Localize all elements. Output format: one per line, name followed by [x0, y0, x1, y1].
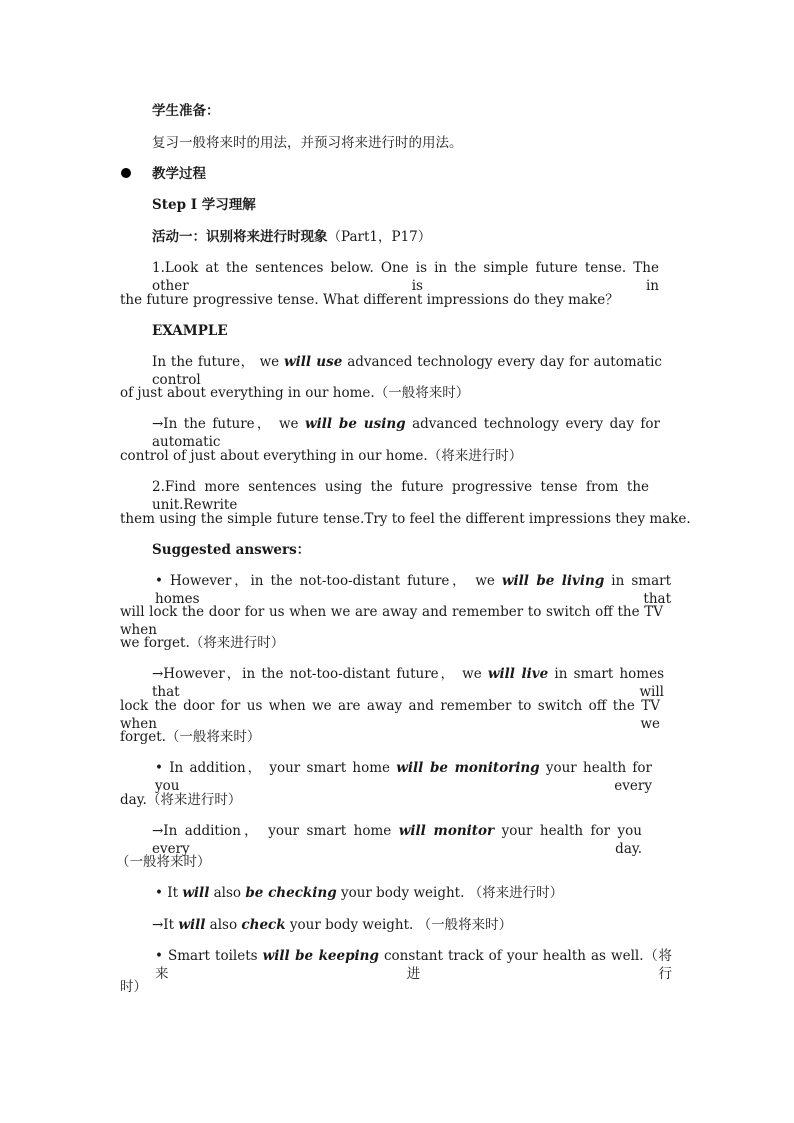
answer-4-post: your health for you every day. — [152, 823, 643, 857]
answer-6-post: your body weight. （一般将来时） — [285, 917, 513, 933]
answer-5-line-1 — [155, 884, 563, 902]
example-2-line-2: control of just about everything in our home.（将来进行时） — [120, 448, 523, 464]
answer-5-pre: • It — [155, 885, 183, 901]
activity-heading — [152, 228, 431, 246]
answer-2-post: in smart homes that will — [152, 666, 665, 700]
step-numeral: Ⅰ — [190, 197, 198, 213]
answer-5-post: your body weight. （将来进行时） — [336, 885, 564, 901]
answer-3-line-1 — [155, 759, 652, 795]
answer-6-line-1 — [152, 916, 512, 934]
example-2-pre: →In the future， we — [152, 416, 305, 432]
answer-1-verb: will be living — [501, 573, 605, 589]
question-2-line-1: 2.Find more sentences using the future progressive tense from the unit.Rewrite — [152, 479, 649, 513]
answer-7-line-1 — [155, 947, 672, 983]
answer-6-pre: →It — [152, 917, 179, 933]
answer-3-verb: will be monitoring — [396, 760, 540, 776]
example-2-line-1 — [152, 415, 660, 451]
answer-6-verb-2: check — [241, 917, 286, 933]
example-2-verb: will be using — [305, 416, 406, 432]
answer-5-mid: also — [209, 885, 246, 901]
answer-3-line-2: day.（将来进行时） — [120, 792, 242, 808]
example-1-pre: In the future， we — [152, 354, 285, 370]
answer-1-line-3: we forget.（将来进行时） — [120, 635, 285, 651]
answer-5-verb-2: be checking — [245, 885, 337, 901]
answer-2-line-1 — [152, 665, 664, 701]
answer-4-pre: →In addition， your smart home — [152, 823, 399, 839]
example-1-verb: will use — [284, 354, 343, 370]
answer-6-mid: also — [205, 917, 242, 933]
answer-1-post: in smart homes that — [155, 573, 671, 607]
answer-6-verb-1: will — [178, 917, 206, 933]
step-prefix: Step — [152, 197, 187, 213]
prep-heading: 学生准备： — [152, 103, 220, 119]
answer-7-line-2: 时） — [120, 979, 147, 995]
prep-text: 复习一般将来时的用法，并预习将来进行时的用法。 — [152, 135, 463, 151]
activity-title: 活动一：识别将来进行时现象 — [152, 229, 328, 245]
question-1-line-2: the future progressive tense. What different impressions do they make？ — [120, 292, 619, 308]
answer-3-post: your health for you every — [155, 760, 653, 794]
answer-3-pre: • In addition， your smart home — [155, 760, 397, 776]
answer-1-line-2: will lock the door for us when we are away and remember to switch off the TV when — [120, 604, 663, 638]
answer-2-pre: →However，in the not-too-distant future， we — [152, 666, 488, 682]
example-1-post: advanced technology every day for automatic control — [152, 354, 662, 388]
step-title: 学习理解 — [201, 197, 256, 213]
step-heading — [152, 196, 256, 214]
answer-7-post: constant track of your health as well.（将来进行 — [155, 948, 673, 982]
activity-ref: （Part1，P17） — [327, 229, 432, 245]
answer-4-line-1 — [152, 822, 642, 858]
bullet-icon — [121, 168, 131, 178]
answer-7-verb: will be keeping — [262, 948, 379, 964]
answer-2-line-2: lock the door for us when we are away and remember to switch off the TV when we — [120, 698, 660, 732]
answer-1-pre: • However，in the not-too-distant future， we — [155, 573, 502, 589]
answer-7-pre: • Smart toilets — [155, 948, 263, 964]
answer-2-verb: will live — [487, 666, 549, 682]
question-2-line-2: them using the simple future tense.Try to feel the different impressions they make. — [120, 511, 691, 527]
suggested-answers-label: Suggested answers： — [152, 542, 311, 558]
question-1-line-1: 1.Look at the sentences below. One is in the simple future tense. The other is in — [152, 260, 659, 294]
answer-2-line-3: forget.（一般将来时） — [120, 729, 261, 745]
process-heading: 教学过程 — [152, 166, 206, 182]
answer-4-verb: will monitor — [398, 823, 495, 839]
example-2-post: advanced technology every day for automatic — [152, 416, 661, 450]
example-1-line-2: of just about everything in our home.（一般将来时） — [120, 385, 470, 401]
answer-4-line-2: （一般将来时） — [116, 854, 211, 870]
example-label: EXAMPLE — [152, 323, 228, 339]
answer-5-verb-1: will — [182, 885, 210, 901]
